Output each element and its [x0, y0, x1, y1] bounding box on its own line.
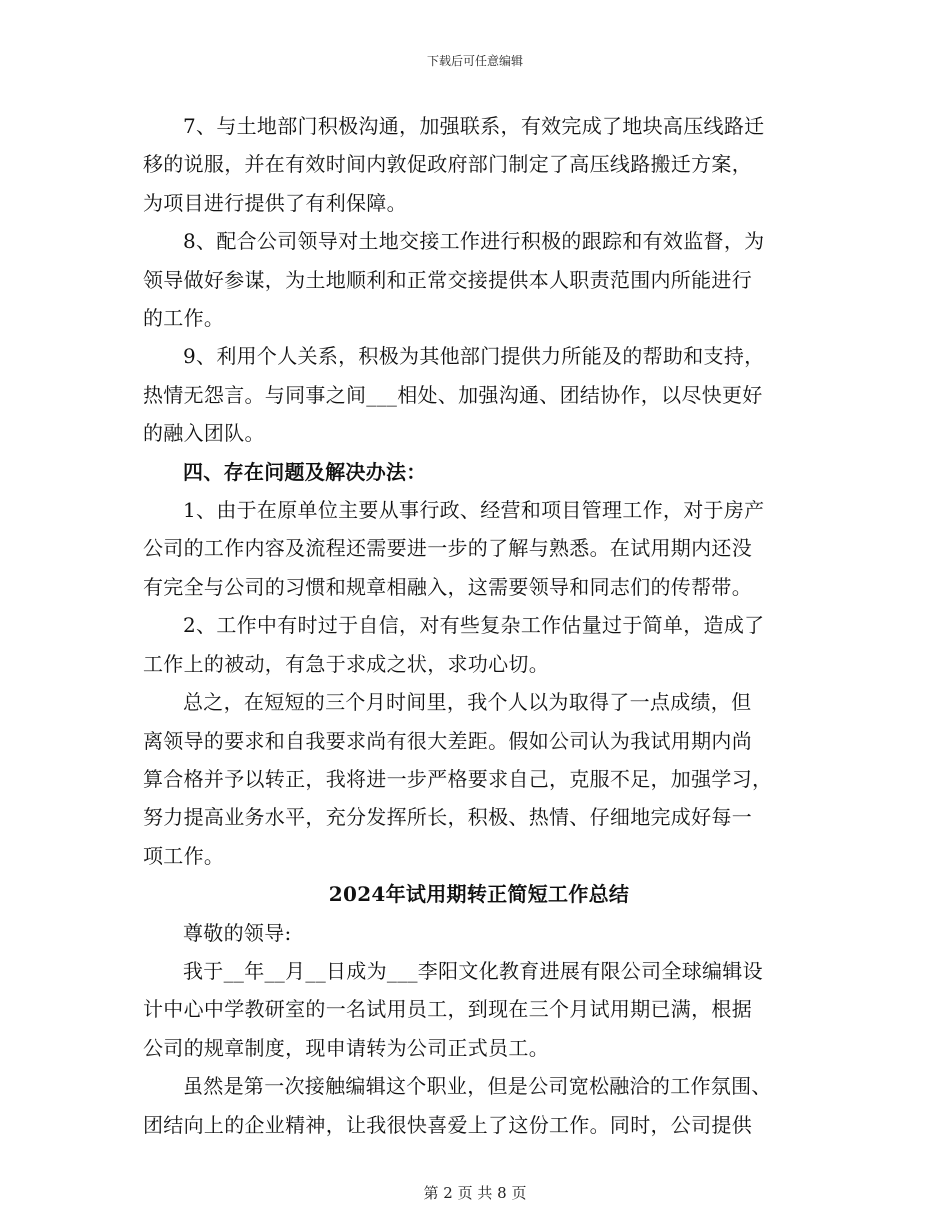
text-line: 我于__年__月__日成为___李阳文化教育进展有限公司全球编辑设 — [183, 958, 763, 983]
text-line: 移的说服，并在有效时间内敦促政府部门制定了高压线路搬迁方案， — [143, 152, 752, 177]
text-line: 1、由于在原单位主要从事行政、经营和项目管理工作，对于房产 — [183, 498, 765, 523]
paragraph-problem-2 — [143, 606, 803, 683]
page-footer: 第 2 页 共 8 页 — [423, 1184, 527, 1202]
text-line: 2、工作中有时过于自信，对有些复杂工作估量过于简单，造成了 — [183, 613, 765, 638]
text-line: 努力提高业务水平，充分发挥所长，积极、热情、仔细地完成好每一 — [143, 805, 752, 830]
text-line: 热情无怨言。与同事之间___相处、加强沟通、团结协作，以尽快更好 — [143, 382, 763, 407]
paragraph-summary — [143, 683, 803, 875]
paragraph-body-1 — [143, 1067, 803, 1144]
text-line: 尊敬的领导: — [183, 920, 292, 945]
text-line: 2024年试用期转正简短工作总结 — [328, 882, 630, 907]
text-line: 为项目进行提供了有利保障。 — [143, 190, 407, 215]
text-line: 公司的规章制度，现申请转为公司正式员工。 — [143, 1035, 549, 1060]
document-body — [143, 107, 803, 1144]
text-line: 的融入团队。 — [143, 421, 265, 446]
text-line: 团结向上的企业精神，让我很快喜爱上了这份工作。同时，公司提供 — [143, 1112, 752, 1137]
section-heading-problems — [143, 453, 803, 491]
page-header: 下载后可任意编辑 — [426, 54, 523, 68]
paragraph-intro — [143, 952, 803, 1067]
text-line: 公司的工作内容及流程还需要进一步的了解与熟悉。在试用期内还没 — [143, 536, 752, 561]
text-line: 7、与土地部门积极沟通，加强联系，有效完成了地块高压线路迁 — [183, 114, 765, 138]
text-line: 8、配合公司领导对土地交接工作进行积极的跟踪和有效监督，为 — [183, 229, 765, 254]
text-line: 项工作。 — [143, 843, 225, 868]
paragraph-problem-1 — [143, 491, 803, 606]
text-line: 9、利用个人关系，积极为其他部门提供力所能及的帮助和支持， — [183, 344, 765, 369]
text-line: 计中心中学教研室的一名试用员工，到现在三个月试用期已满，根据 — [143, 997, 752, 1022]
text-line: 算合格并予以转正，我将进一步严格要求自己，克服不足，加强学习， — [143, 766, 773, 791]
text-line: 虽然是第一次接触编辑这个职业，但是公司宽松融洽的工作氛围、 — [183, 1074, 772, 1099]
text-line: 的工作。 — [143, 306, 225, 331]
text-line: 有完全与公司的习惯和规章相融入，这需要领导和同志们的传帮带。 — [143, 574, 752, 599]
paragraph-item-7 — [143, 107, 803, 222]
document-title — [143, 875, 803, 913]
salutation — [143, 914, 803, 952]
paragraph-item-9 — [143, 337, 803, 452]
text-line: 四、存在问题及解决办法： — [183, 459, 427, 484]
text-line: 总之，在短短的三个月时间里，我个人以为取得了一点成绩，但 — [183, 690, 752, 715]
text-line: 领导做好参谋，为土地顺利和正常交接提供本人职责范围内所能进行 — [143, 267, 752, 292]
paragraph-item-8 — [143, 222, 803, 337]
text-line: 工作上的被动，有急于求成之状，求功心切。 — [143, 651, 549, 676]
text-line: 离领导的要求和自我要求尚有很大差距。假如公司认为我试用期内尚 — [143, 728, 752, 753]
